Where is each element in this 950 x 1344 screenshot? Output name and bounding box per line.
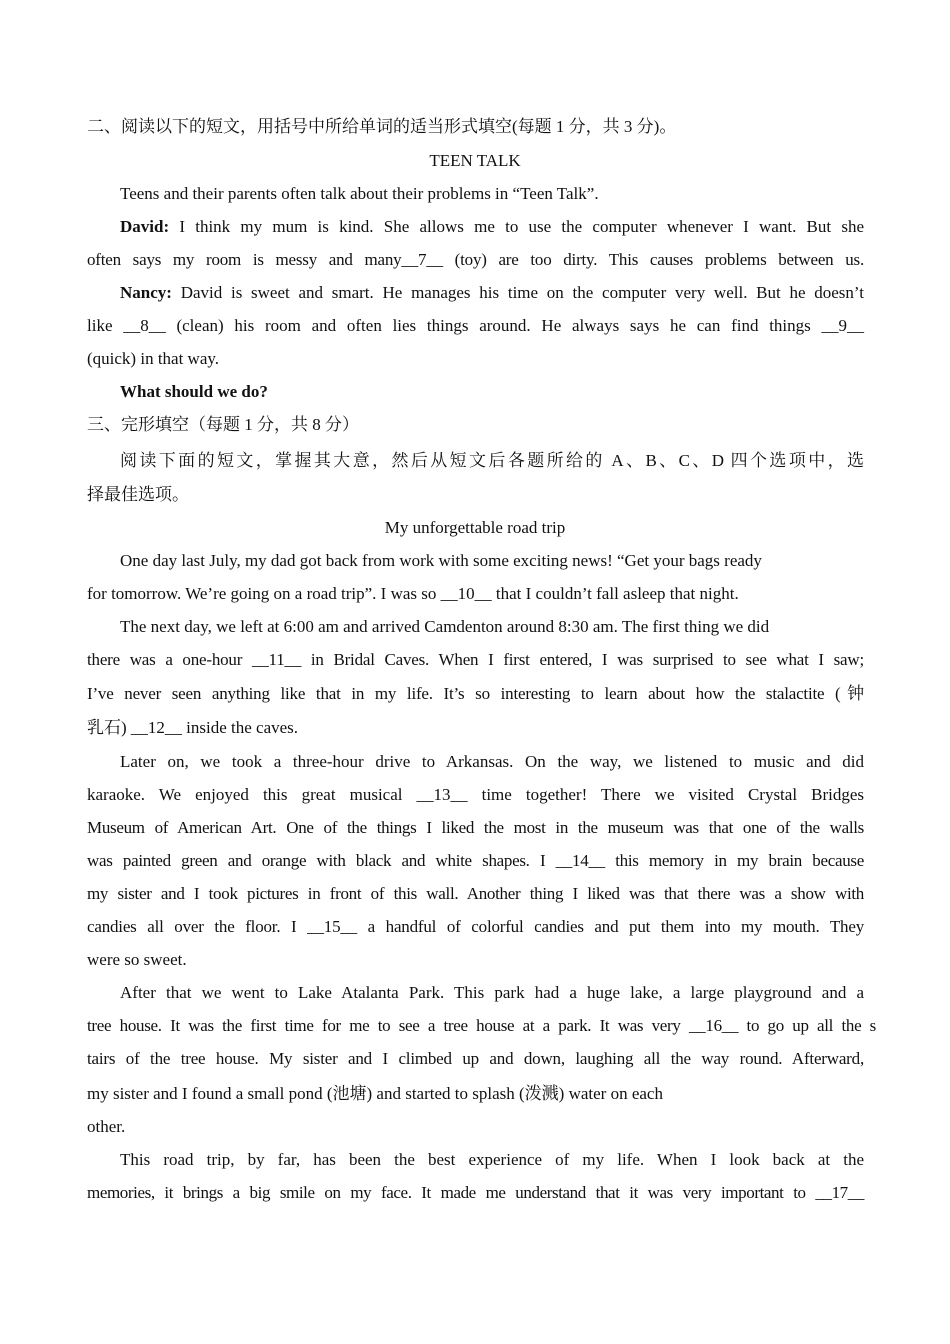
text-line: was painted green and orange with black and white shapes. I __14__ this memory in my brain because [87,851,864,870]
text-line: Later on, we took a three-hour drive to Arkansas. On the way, we listened to music and did [120,752,864,771]
text-line: there was a one-hour __11__ in Bridal Caves. When I first entered, I was surprised to see what I saw; [87,650,864,669]
text-line: memories, it brings a big smile on my face. It made me understand that it was very important to __17__ [87,1183,864,1202]
passage-title: My unforgettable road trip [384,518,566,537]
instruction-line: 阅读下面的短文，掌握其大意，然后从短文后各题所给的 A、B、C、D 四个选项中，选 [120,451,864,470]
text-line: (quick) in that way. [87,349,220,368]
passage-title: TEEN TALK [429,151,521,170]
text-span: I think my mum is kind. She allows me to use the computer whenever I want. But she [169,217,864,236]
text-line: This road trip, by far, has been the best experience of my life. When I look back at the [120,1150,864,1169]
text-line: tree house. It was the first time for me to see a tree house at a park. It was very __16__ to go up all the s [87,1016,876,1035]
text-line: other. [87,1117,126,1136]
speaker-label: David: [120,217,170,236]
text-line: I’ve never seen anything like that in my life. It’s so interesting to learn about how the stalactite (钟 [87,684,864,703]
text-line: 乳石) __12__ inside the caves. [87,718,299,737]
text-line: often says my room is messy and many__7__ (toy) are too dirty. This causes problems between us. [87,250,864,269]
text-line: One day last July, my dad got back from work with some exciting news! “Get your bags ready [120,551,762,570]
text-line: The next day, we left at 6:00 am and arrived Camdenton around 8:30 am. The first thing we did [120,617,770,636]
speaker-label: Nancy: [120,283,172,302]
text-line: After that we went to Lake Atalanta Park. This park had a huge lake, a large playground and a [120,983,864,1002]
question-line [120,381,864,403]
text-span: David is sweet and smart. He manages his time on the computer very well. But he doesn’t [171,283,864,302]
text-line [120,282,864,304]
text-line: Teens and their parents often talk about their problems in “Teen Talk”. [120,184,599,203]
text-line: my sister and I took pictures in front of this wall. Another thing I liked was that there was a show with [87,884,864,903]
text-line: for tomorrow. We’re going on a road trip”. I was so __10__ that I couldn’t fall asleep that night. [87,584,739,603]
text-line [120,216,864,238]
text-line: karaoke. We enjoyed this great musical __13__ time together! There we visited Crystal Bridges [87,785,864,804]
text-line: were so sweet. [87,950,187,969]
text-line: candies all over the floor. I __15__ a handful of colorful candies and put them into my mouth. They [87,917,864,936]
section-heading: 二、阅读以下的短文，用括号中所给单词的适当形式填空(每题 1 分，共 3 分)。 [87,117,677,136]
text-line: my sister and I found a small pond (池塘) and started to splash (泼溅) water on each [87,1084,663,1103]
instruction-line: 择最佳选项。 [87,485,189,504]
section-heading: 三、完形填空（每题 1 分，共 8 分） [87,415,359,434]
text-line: tairs of the tree house. My sister and I climbed up and down, laughing all the way round. Afterward, [87,1049,864,1068]
text-line: like __8__ (clean) his room and often lies things around. He always says he can find things __9__ [87,316,864,335]
text-line: Museum of American Art. One of the things I liked the most in the museum was that one of the walls [87,818,864,837]
question-text: What should we do? [120,382,268,401]
